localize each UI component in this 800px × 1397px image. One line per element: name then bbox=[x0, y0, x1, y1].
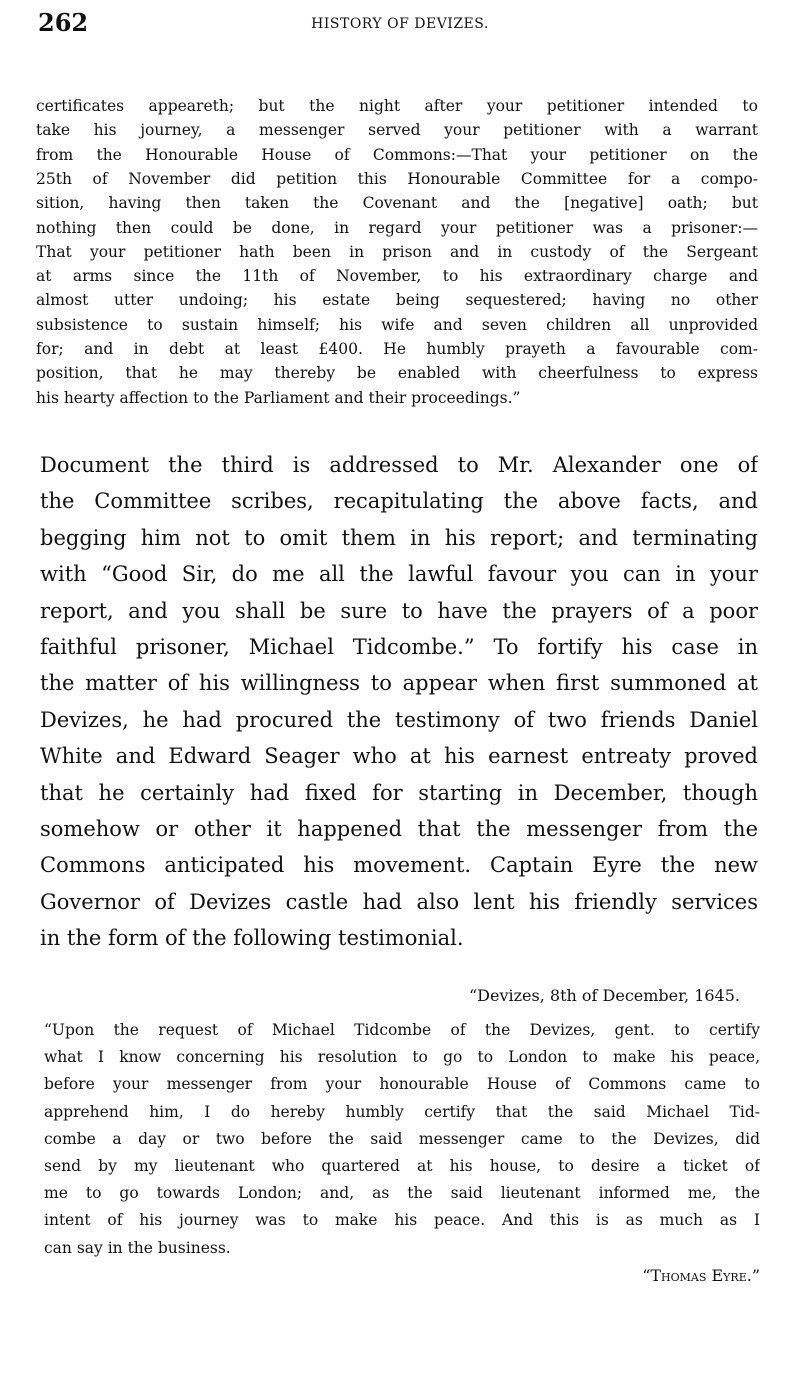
text-line: in the form of the following testimonial. bbox=[40, 926, 464, 951]
text-line: That your petitioner hath been in prison and in custody of the Sergeant bbox=[36, 242, 758, 261]
text-line: the Committee scribes, recapitulating the above facts, and bbox=[40, 489, 758, 514]
text-line: his hearty affection to the Parliament and their proceedings.” bbox=[36, 388, 521, 407]
text-line: for; and in debt at least £400. He humbly prayeth a favourable com- bbox=[36, 340, 758, 358]
text-line: from the Honourable House of Commons:—That your petitioner on the bbox=[36, 145, 758, 164]
text-line: that he certainly had fixed for starting in December, though bbox=[40, 780, 758, 805]
text-line: subsistence to sustain himself; his wife and seven children all unprovided bbox=[36, 315, 758, 334]
text-line: can say in the business. bbox=[44, 1238, 231, 1257]
text-line: almost utter undoing; his estate being sequestered; having no other bbox=[36, 291, 758, 310]
text-line: “Upon the request of Michael Tidcombe of the Devizes, gent. to certify bbox=[44, 1021, 760, 1039]
text-line: what I know concerning his resolution to go to London to make his peace, bbox=[44, 1048, 760, 1067]
text-line: certificates appeareth; but the night after your petitioner intended to bbox=[36, 97, 758, 115]
text-line: nothing then could be done, in regard your petitioner was a prisoner:— bbox=[36, 218, 758, 237]
text-line: White and Edward Seager who at his earnest entreaty proved bbox=[40, 744, 758, 769]
text-line: me to go towards London; and, as the said lieutenant informed me, the bbox=[44, 1184, 760, 1203]
text-line: send by my lieutenant who quartered at his house, to desire a ticket of bbox=[44, 1157, 760, 1175]
testimonial-signature: “Thomas Eyre.” bbox=[642, 1266, 760, 1285]
text-line: apprehend him, I do hereby humbly certify that the said Michael Tid- bbox=[44, 1102, 760, 1121]
text-line: Devizes, he had procured the testimony of two friends Daniel bbox=[40, 707, 758, 732]
text-line: somehow or other it happened that the messenger from the bbox=[40, 817, 758, 841]
text-line: before your messenger from your honourable House of Commons came to bbox=[44, 1075, 760, 1094]
text-line: Governor of Devizes castle had also lent his friendly services bbox=[40, 889, 758, 914]
text-line: at arms since the 11th of November, to his extraordinary charge and bbox=[36, 267, 758, 286]
text-line: position, that he may thereby be enabled with cheerfulness to express bbox=[36, 364, 758, 383]
text-line: faithful prisoner, Michael Tidcombe.” To fortify his case in bbox=[40, 635, 758, 659]
text-line: take his journey, a messenger served your petitioner with a warrant bbox=[36, 121, 758, 140]
text-line: Commons anticipated his movement. Captain Eyre the new bbox=[40, 853, 758, 878]
text-line: Document the third is addressed to Mr. Alexander one of bbox=[40, 453, 758, 477]
text-line: intent of his journey was to make his peace. And this is as much as I bbox=[44, 1211, 760, 1230]
page-number: 262 bbox=[38, 8, 89, 37]
text-line: the matter of his willingness to appear when first summoned at bbox=[40, 671, 758, 696]
text-line: begging him not to omit them in his report; and terminating bbox=[40, 525, 758, 550]
testimonial-dateline: “Devizes, 8th of December, 1645. bbox=[468, 986, 740, 1005]
running-title: HISTORY OF DEVIZES. bbox=[311, 16, 489, 32]
text-line: combe a day or two before the said messenger came to the Devizes, did bbox=[44, 1129, 760, 1148]
text-line: sition, having then taken the Covenant and the [negative] oath; but bbox=[36, 194, 758, 213]
text-line: with “Good Sir, do me all the lawful favour you can in your bbox=[40, 562, 758, 587]
text-line: report, and you shall be sure to have the prayers of a poor bbox=[40, 598, 758, 623]
text-line: 25th of November did petition this Honourable Committee for a compo- bbox=[36, 169, 758, 188]
